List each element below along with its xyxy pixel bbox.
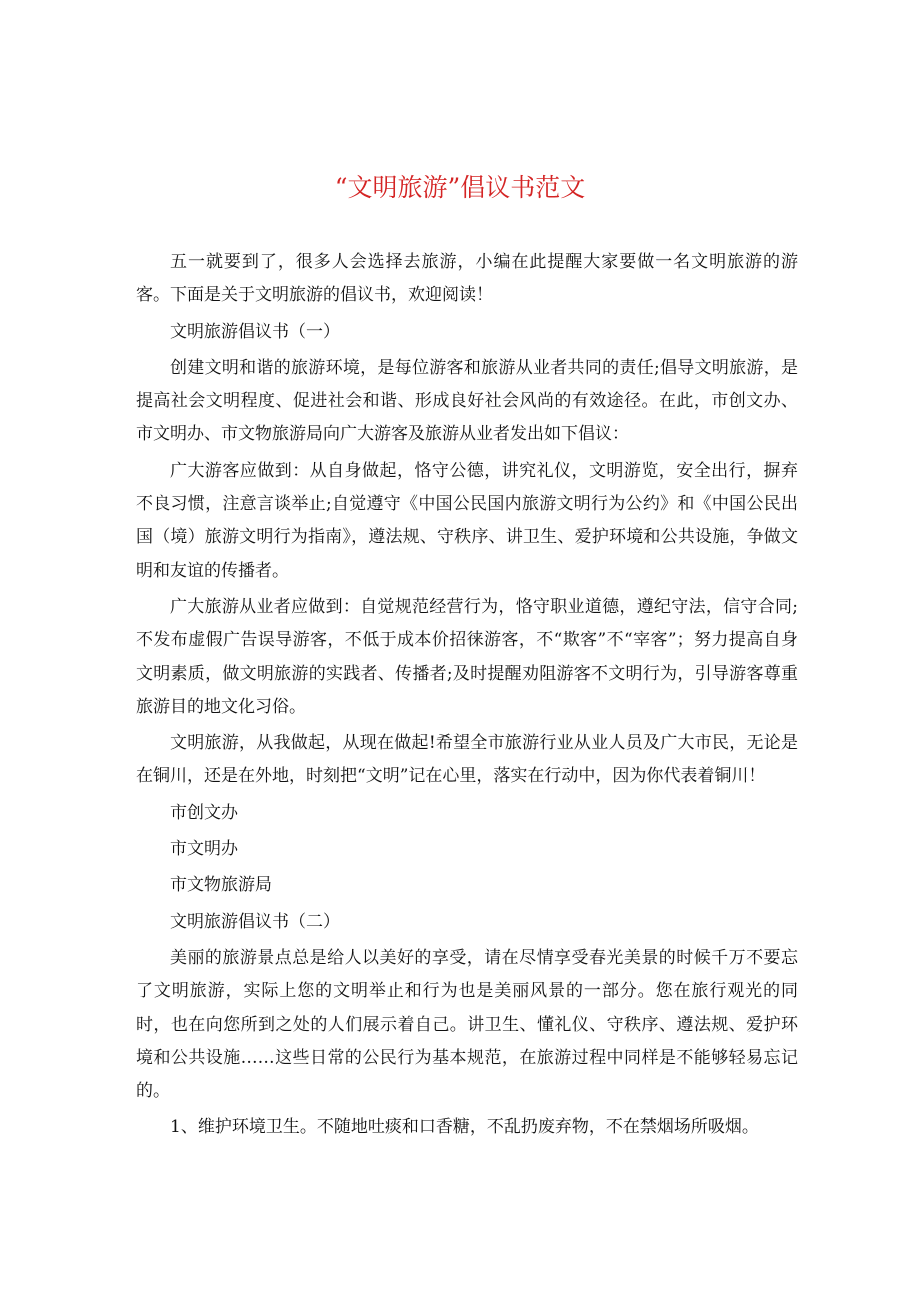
body-paragraph: 创建文明和谐的旅游环境，是每位游客和旅游从业者共同的责任;倡导文明旅游，是提高社会文明程度、促进社会和谐、形成良好社会风尚的有效途径。在此，市创文办、市文明办、市文物旅游局向广大游客及旅游从业者发出如下倡议： — [136, 357, 798, 445]
body-paragraph: 文明旅游，从我做起，从现在做起!希望全市旅游行业从业人员及广大市民，无论是在铜川，还是在外地，时刻把“文明”记在心里，落实在行动中，因为你代表着铜川！ — [136, 733, 798, 787]
section-heading-2: 文明旅游倡议书（二） — [170, 911, 340, 932]
signature-line: 市文物旅游局 — [170, 875, 272, 896]
intro-paragraph: 五一就要到了，很多人会选择去旅游，小编在此提醒大家要做一名文明旅游的游客。下面是关于文明旅游的倡议书，欢迎阅读！ — [136, 252, 798, 306]
body-paragraph: 美丽的旅游景点总是给人以美好的享受，请在尽情享受春光美景的时候千万不要忘了文明旅游，实际上您的文明举止和行为也是美丽风景的一部分。您在旅行观光的同时，也在向您所到之处的人们展示着自己。讲卫生、懂礼仪、守秩序、遵法规、爱护环境和公共设施……这些日常的公民行为基本规范，在旅游过程中同样是不能够轻易忘记的。 — [136, 947, 798, 1102]
list-item: 1、维护环境卫生。不随地吐痰和口香糖，不乱扔废弃物，不在禁烟场所吸烟。 — [170, 1117, 759, 1138]
body-paragraph: 广大游客应做到：从自身做起，恪守公德，讲究礼仪，文明游览，安全出行，摒弃不良习惯，注意言谈举止;自觉遵守《中国公民国内旅游文明行为公约》和《中国公民出国（境）旅游文明行为指南》，遵法规、守秩序、讲卫生、爱护环境和公共设施，争做文明和友谊的传播者。 — [136, 460, 798, 581]
section-heading-1: 文明旅游倡议书（一） — [170, 321, 340, 342]
document-body — [136, 246, 798, 1148]
document-title: “文明旅游”倡议书范文 — [334, 173, 586, 202]
body-paragraph: 广大旅游从业者应做到：自觉规范经营行为，恪守职业道德，遵纪守法，信守合同;不发布虚假广告误导游客，不低于成本价招徕游客，不“欺客”不“宰客”；努力提高自身文明素质，做文明旅游的实践者、传播者;及时提醒劝阻游客不文明行为，引导游客尊重旅游目的地文化习俗。 — [136, 596, 798, 717]
signature-line: 市文明办 — [170, 839, 238, 860]
signature-line: 市创文办 — [170, 802, 238, 823]
